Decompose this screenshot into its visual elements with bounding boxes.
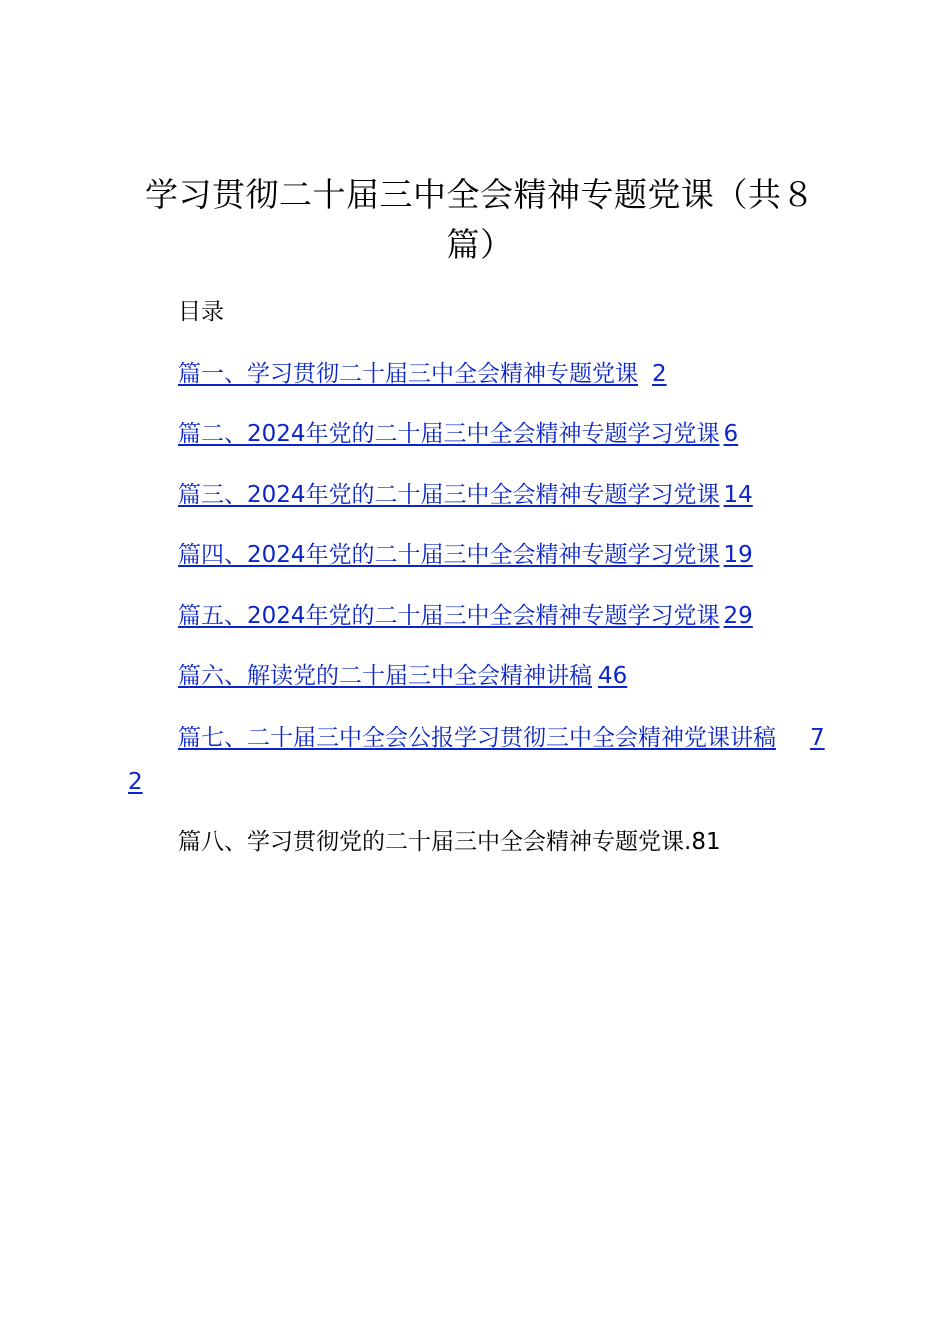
toc-page-number: 29 bbox=[723, 603, 753, 629]
toc-item-6[interactable] bbox=[178, 654, 627, 698]
toc-item-3[interactable] bbox=[178, 473, 753, 517]
toc-item-1[interactable] bbox=[178, 352, 667, 396]
toc-page-number: 2 bbox=[652, 361, 667, 387]
toc-item-label: 篇八、学习贯彻党的二十届三中全会精神专题党课. bbox=[178, 829, 692, 855]
toc-page-number: 19 bbox=[723, 542, 753, 568]
toc-link-3[interactable] bbox=[178, 482, 753, 508]
toc-item-8 bbox=[178, 820, 721, 864]
toc-heading: 目录 bbox=[178, 299, 224, 325]
toc-item-2[interactable] bbox=[178, 412, 738, 456]
toc-link-5[interactable] bbox=[178, 603, 753, 629]
toc-item-5[interactable] bbox=[178, 594, 753, 638]
toc-page-number: 46 bbox=[598, 663, 628, 689]
toc-page-number: 6 bbox=[723, 421, 739, 447]
toc-link-6[interactable] bbox=[178, 663, 627, 689]
toc-link-4[interactable] bbox=[178, 542, 753, 568]
toc-link-7[interactable] bbox=[128, 725, 825, 795]
toc-link-1[interactable] bbox=[178, 361, 667, 387]
toc-link-2[interactable] bbox=[178, 421, 738, 447]
toc-item-label: 篇七、二十届三中全会公报学习贯彻三中全会精神党课讲稿 bbox=[178, 725, 776, 751]
document-title: 学习贯彻二十届三中全会精神专题党课（共８篇） bbox=[145, 175, 815, 264]
toc-page-number: 14 bbox=[723, 482, 753, 508]
toc-page-number: 81 bbox=[691, 829, 721, 855]
toc-item-label: 篇五、2024年党的二十届三中全会精神专题学习党课 bbox=[178, 603, 720, 629]
toc-item-label: 篇一、学习贯彻二十届三中全会精神专题党课 bbox=[178, 361, 638, 387]
toc-item-label: 篇三、2024年党的二十届三中全会精神专题学习党课 bbox=[178, 482, 720, 508]
toc-item-label: 篇二、2024年党的二十届三中全会精神专题学习党课 bbox=[178, 421, 720, 447]
toc-item-label: 篇六、解读党的二十届三中全会精神讲稿 bbox=[178, 663, 592, 689]
toc-item-7[interactable] bbox=[128, 716, 838, 804]
toc-item-4[interactable] bbox=[178, 533, 753, 577]
toc-page-number: 72 bbox=[128, 725, 825, 795]
toc-item-label: 篇四、2024年党的二十届三中全会精神专题学习党课 bbox=[178, 542, 720, 568]
